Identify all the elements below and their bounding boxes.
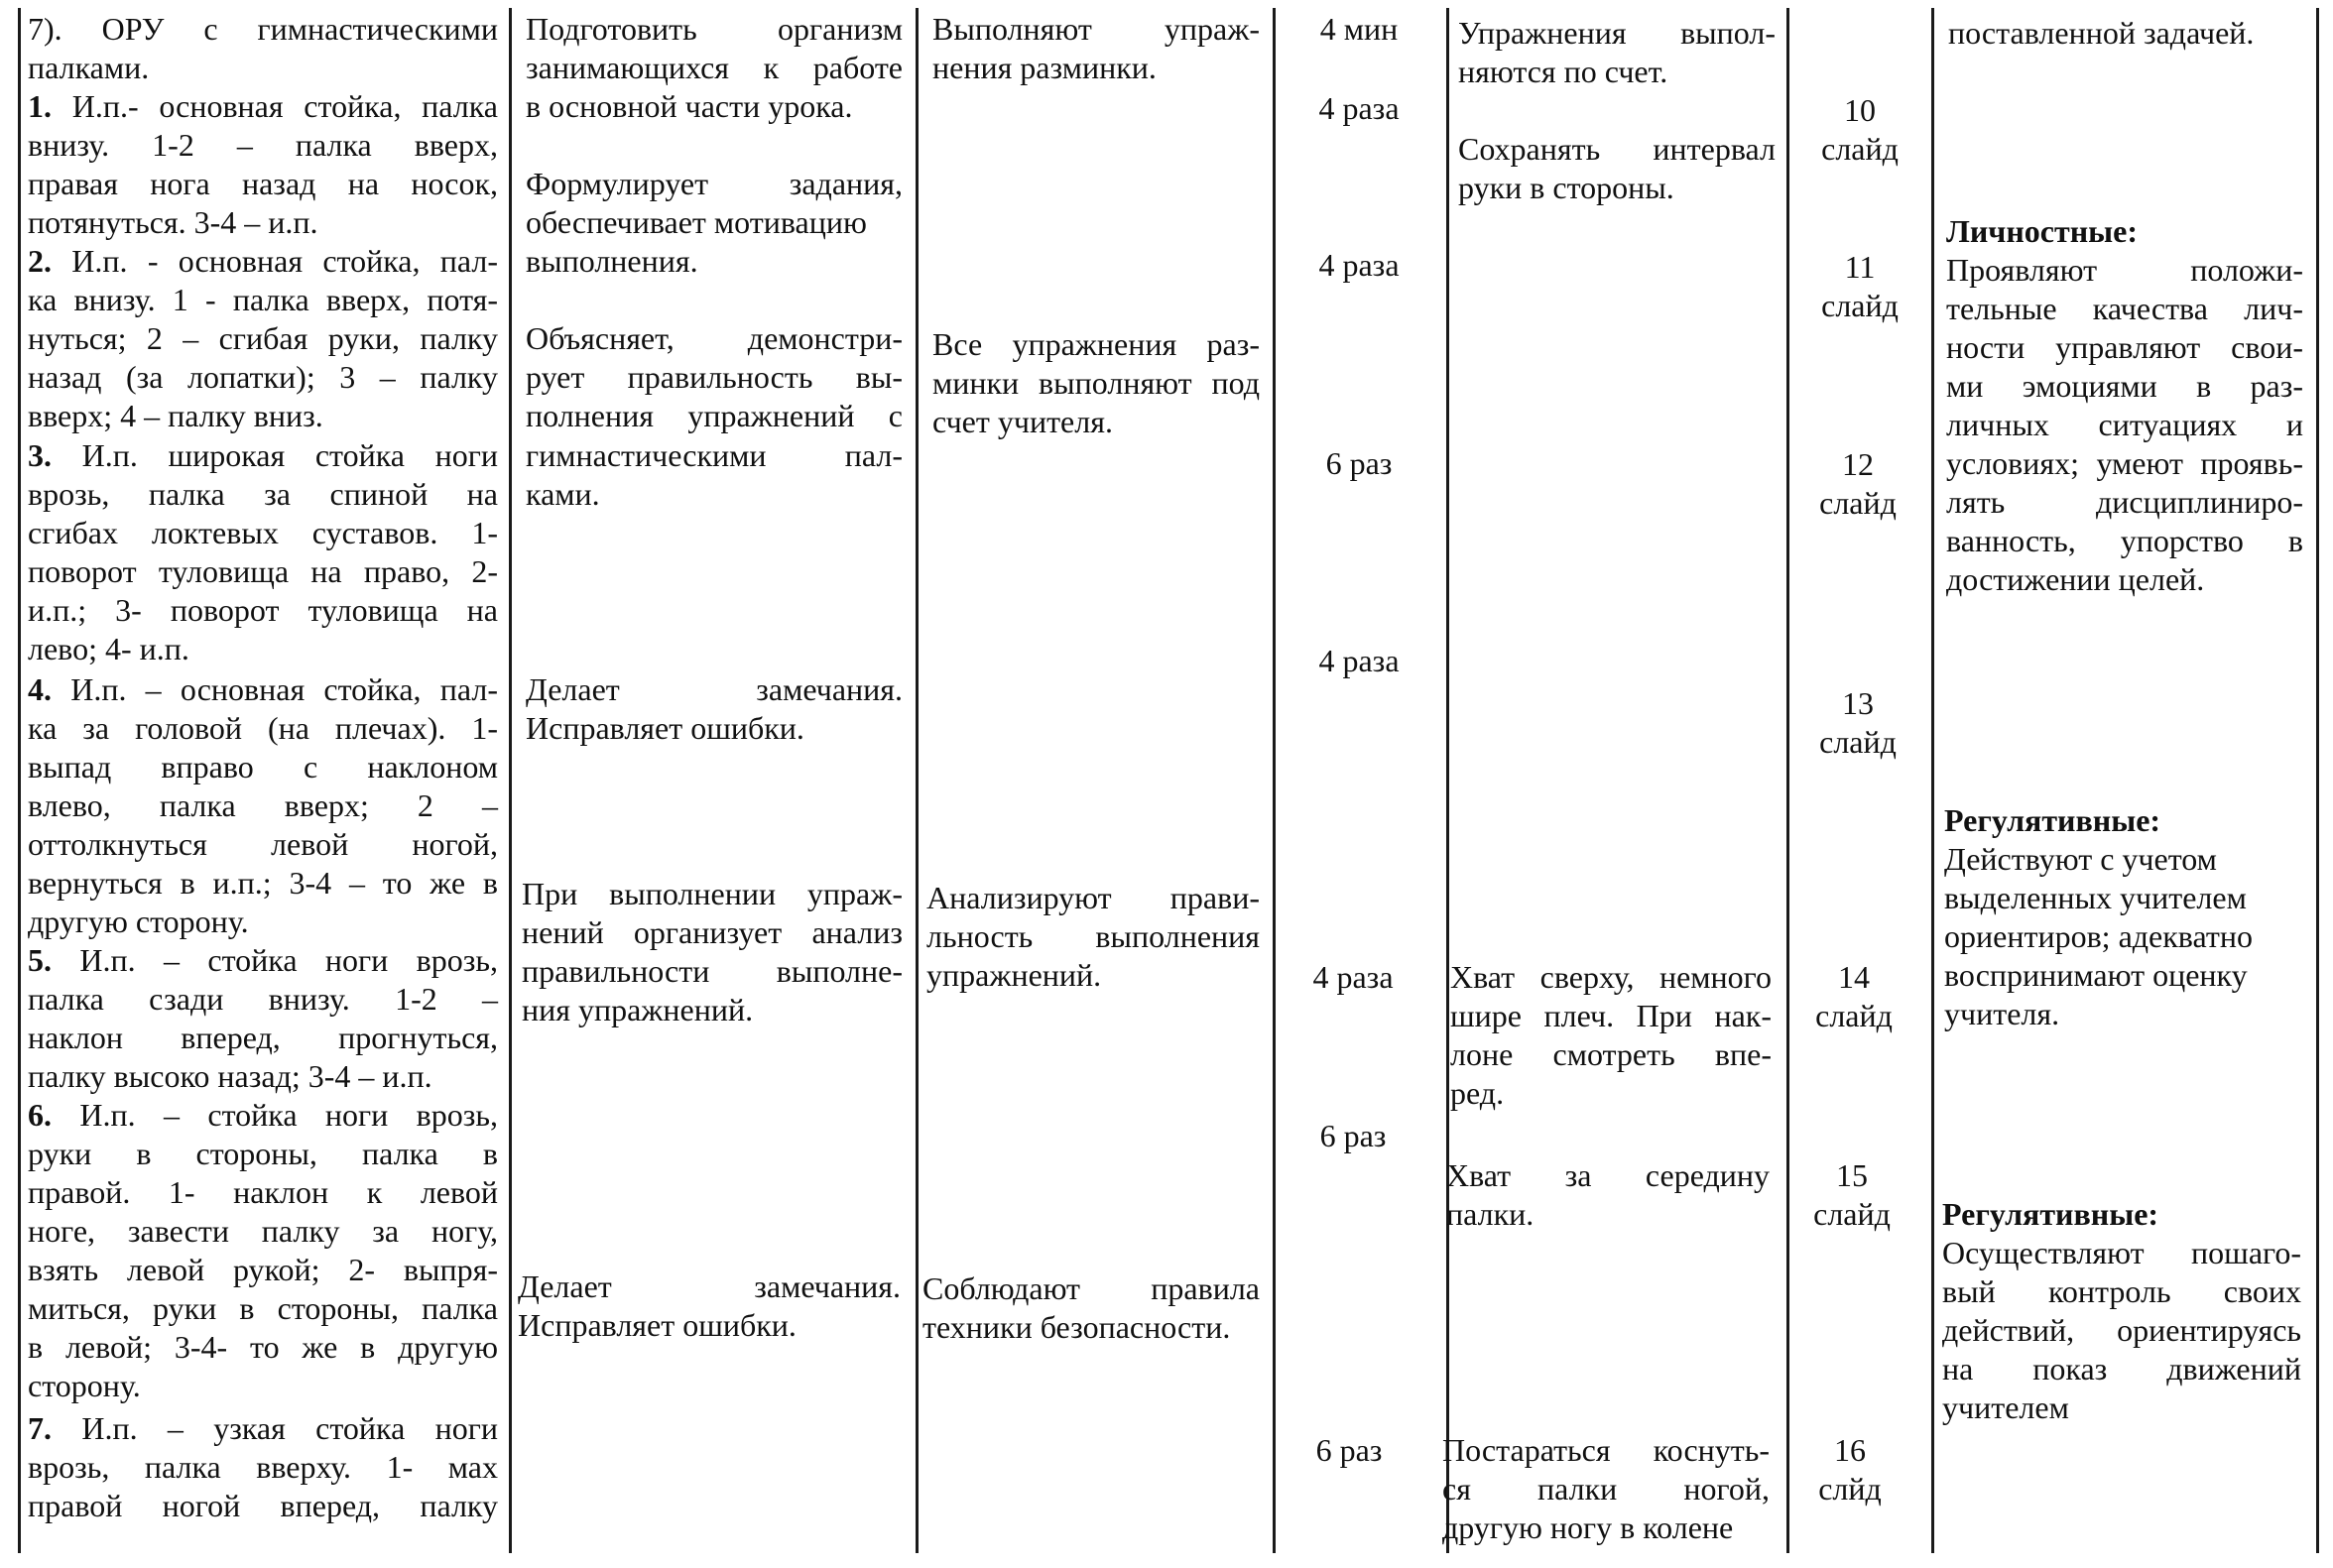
cell-line: Подготовить организм — [526, 11, 903, 47]
cell-line: оттолкнуться левой ногой, — [28, 826, 498, 862]
cell-line: учителя. — [1944, 996, 2060, 1031]
cell-line: выпад вправо с наклоном — [28, 749, 498, 784]
cell-line: При выполнении упраж- — [522, 876, 903, 911]
slide-label: слайд — [1813, 1196, 1891, 1232]
cell-line: в основной части урока. — [526, 88, 853, 124]
cell-line: шире плеч. При нак- — [1450, 998, 1772, 1033]
cell-line: выполнения. — [526, 243, 698, 279]
item-number: 1. — [28, 88, 52, 124]
cell-line: правая нога назад на носок, — [28, 166, 498, 201]
cell-line: учителем — [1942, 1389, 2069, 1425]
cell-line: врозь, палка вверху. 1- мах — [28, 1449, 498, 1485]
cell-line: другую сторону. — [28, 904, 249, 939]
cell-line: Анализируют прави- — [926, 880, 1260, 915]
cell-line: достижении целей. — [1946, 561, 2205, 597]
cell-line: взять левой рукой; 2- выпря- — [28, 1252, 498, 1287]
section-heading: Регулятивные: — [1942, 1196, 2159, 1232]
cell-line: палками. — [28, 50, 150, 85]
cell-line: занимающихся к работе — [526, 50, 903, 85]
cell-line: ноге, завести палку за ногу, — [28, 1213, 498, 1249]
slide-label: слйд — [1818, 1471, 1882, 1507]
cell-line: Осуществляют пошаго- — [1942, 1235, 2301, 1270]
cell-line: гимнастическими пал- — [526, 437, 903, 473]
item-number: 7. — [28, 1410, 52, 1446]
column-divider — [1273, 8, 1276, 1553]
cell-line: миться, руки в стороны, палка — [28, 1290, 498, 1326]
slide-number: 11 — [1844, 249, 1876, 285]
cell-line: Все упражнения раз- — [932, 326, 1260, 362]
cell-line: влево, палка вверх; 2 – — [28, 787, 498, 823]
slide-number: 16 — [1834, 1432, 1866, 1468]
slide-number: 15 — [1836, 1157, 1868, 1193]
slide-number: 14 — [1838, 959, 1870, 995]
cell-line: палка сзади внизу. 1-2 – — [28, 981, 498, 1017]
cell-line: лоне смотреть впе- — [1450, 1036, 1772, 1072]
cell-line: другую ногу в колене — [1442, 1509, 1734, 1545]
cell-line: 6. И.п. – стойка ноги врозь, — [28, 1097, 499, 1133]
cell-line: Сохранять интервал — [1458, 131, 1776, 167]
cell-line: 7. И.п. – узкая стойка ноги — [28, 1410, 499, 1446]
cell-line: ми эмоциями в раз- — [1946, 368, 2303, 404]
slide-label: слайд — [1821, 131, 1899, 167]
cell-line: Соблюдают правила — [922, 1270, 1260, 1306]
cell-line: ориентиров; адекватно — [1944, 918, 2253, 954]
dosage-value: 6 раз — [1315, 1432, 1383, 1468]
cell-line: Исправляет ошибки. — [518, 1307, 797, 1343]
slide-label: слайд — [1819, 485, 1897, 521]
cell-line: тельные качества лич- — [1946, 291, 2303, 326]
cell-line: 5. И.п. – стойка ноги врозь, — [28, 942, 499, 978]
cell-line: полнения упражнений с — [526, 398, 903, 433]
slide-label: слайд — [1821, 288, 1899, 323]
cell-line: Действуют с учетом — [1944, 841, 2217, 877]
cell-line: вернуться в и.п.; 3-4 – то же в — [28, 865, 498, 901]
slide-number: 12 — [1842, 446, 1874, 482]
cell-line: ся палки ногой, — [1442, 1471, 1770, 1507]
cell-line: няются по счет. — [1458, 54, 1668, 89]
item-number: 3. — [28, 437, 52, 473]
cell-line: в левой; 3-4- то же в другую — [28, 1329, 498, 1365]
cell-line: ред. — [1450, 1075, 1505, 1111]
cell-line: 4. И.п. – основная стойка, пал- — [28, 671, 498, 707]
item-number: 4. — [28, 671, 52, 707]
cell-line: и.п.; 3- поворот туловища на — [28, 592, 498, 628]
section-heading: Регулятивные: — [1944, 802, 2161, 838]
cell-line: руки в стороны, палка в — [28, 1136, 498, 1171]
cell-line: Проявляют положи- — [1946, 252, 2303, 288]
cell-line: нений организует анализ — [522, 914, 903, 950]
cell-line: Исправляет ошибки. — [526, 710, 804, 746]
slide-number: 10 — [1844, 92, 1876, 128]
cell-line: Делает замечания. — [518, 1268, 901, 1304]
cell-line: Постараться коснуть- — [1442, 1432, 1770, 1468]
cell-line: палки. — [1446, 1196, 1535, 1232]
cell-line: Упражнения выпол- — [1458, 15, 1776, 51]
item-number: 5. — [28, 942, 52, 978]
cell-line: на показ движений — [1942, 1351, 2301, 1387]
column-divider — [509, 8, 512, 1553]
column-divider — [1931, 8, 1934, 1553]
cell-line: потянуться. 3-4 – и.п. — [28, 204, 318, 240]
cell-line: 3. И.п. широкая стойка ноги — [28, 437, 499, 473]
dosage-value: 4 раза — [1318, 90, 1400, 126]
dosage-value: 6 раз — [1319, 1118, 1387, 1153]
cell-line: минки выполняют под — [932, 365, 1260, 401]
cell-line: ка внизу. 1 - палка вверх, потя- — [28, 282, 498, 317]
cell-line: сгибах локтевых суставов. 1- — [28, 515, 498, 550]
cell-line: лять дисциплиниро- — [1946, 484, 2303, 520]
cell-line: 2. И.п. - основная стойка, пал- — [28, 243, 499, 279]
cell-line: действий, ориентируясь — [1942, 1312, 2301, 1348]
cell-line: 1. И.п.- основная стойка, палка — [28, 88, 499, 124]
dosage-value: 4 мин — [1319, 11, 1399, 47]
cell-line: нения разминки. — [932, 50, 1157, 85]
cell-line: 7). ОРУ с гимнастическими — [28, 11, 498, 47]
cell-line: условиях; умеют проявь- — [1946, 445, 2303, 481]
slide-label: слайд — [1815, 998, 1893, 1033]
cell-line: внизу. 1-2 – палка вверх, — [28, 127, 498, 163]
cell-line: ния упражнений. — [522, 992, 754, 1027]
cell-line: Делает замечания. — [526, 671, 903, 707]
cell-line: Хват за середину — [1446, 1157, 1770, 1193]
cell-line: врозь, палка за спиной на — [28, 476, 498, 512]
section-heading: Личностные: — [1946, 213, 2138, 249]
cell-line: Объясняет, демонстри- — [526, 320, 903, 356]
dosage-value: 4 раза — [1318, 643, 1400, 678]
cell-line: ками. — [526, 476, 600, 512]
slide-label: слайд — [1819, 724, 1897, 760]
cell-line: наклон вперед, прогнуться, — [28, 1020, 498, 1055]
cell-line: поставленной задачей. — [1948, 15, 2255, 51]
cell-line: Выполняют упраж- — [932, 11, 1260, 47]
dosage-value: 4 раза — [1318, 247, 1400, 283]
dosage-value: 4 раза — [1312, 959, 1394, 995]
cell-line: вый контроль своих — [1942, 1273, 2301, 1309]
cell-line: руки в стороны. — [1458, 170, 1674, 205]
cell-line: палку высоко назад; 3-4 – и.п. — [28, 1058, 432, 1094]
cell-line: Хват сверху, немного — [1450, 959, 1772, 995]
cell-line: поворот туловища на право, 2- — [28, 553, 498, 589]
cell-line: правой ногой вперед, палку — [28, 1488, 498, 1523]
cell-line: рует правильность вы- — [526, 359, 903, 395]
item-number: 2. — [28, 243, 52, 279]
cell-line: личных ситуациях и — [1946, 407, 2303, 442]
cell-line: техники безопасности. — [922, 1309, 1231, 1345]
cell-line: назад (за лопатки); 3 – палку — [28, 359, 498, 395]
cell-line: счет учителя. — [932, 404, 1113, 439]
cell-line: сторону. — [28, 1368, 141, 1403]
column-divider — [1786, 8, 1789, 1553]
cell-line: правильности выполне- — [522, 953, 903, 989]
dosage-value: 6 раз — [1325, 445, 1393, 481]
cell-line: воспринимают оценку — [1944, 957, 2248, 993]
column-divider — [916, 8, 919, 1553]
cell-line: выделенных учителем — [1944, 880, 2247, 915]
cell-line: обеспечивает мотивацию — [526, 204, 867, 240]
cell-line: Формулирует задания, — [526, 166, 903, 201]
cell-line: ванность, упорство в — [1946, 523, 2303, 558]
item-number: 6. — [28, 1097, 52, 1133]
slide-number: 13 — [1842, 685, 1874, 721]
cell-line: упражнений. — [926, 957, 1102, 993]
cell-line: нуться; 2 – сгибая руки, палку — [28, 320, 498, 356]
cell-line: правой. 1- наклон к левой — [28, 1174, 498, 1210]
cell-line: лево; 4- и.п. — [28, 631, 189, 666]
cell-line: льность выполнения — [926, 918, 1260, 954]
column-divider — [1446, 8, 1449, 1553]
cell-line: ка за головой (на плечах). 1- — [28, 710, 498, 746]
cell-line: вверх; 4 – палку вниз. — [28, 398, 323, 433]
cell-line: ности управляют свои- — [1946, 329, 2303, 365]
